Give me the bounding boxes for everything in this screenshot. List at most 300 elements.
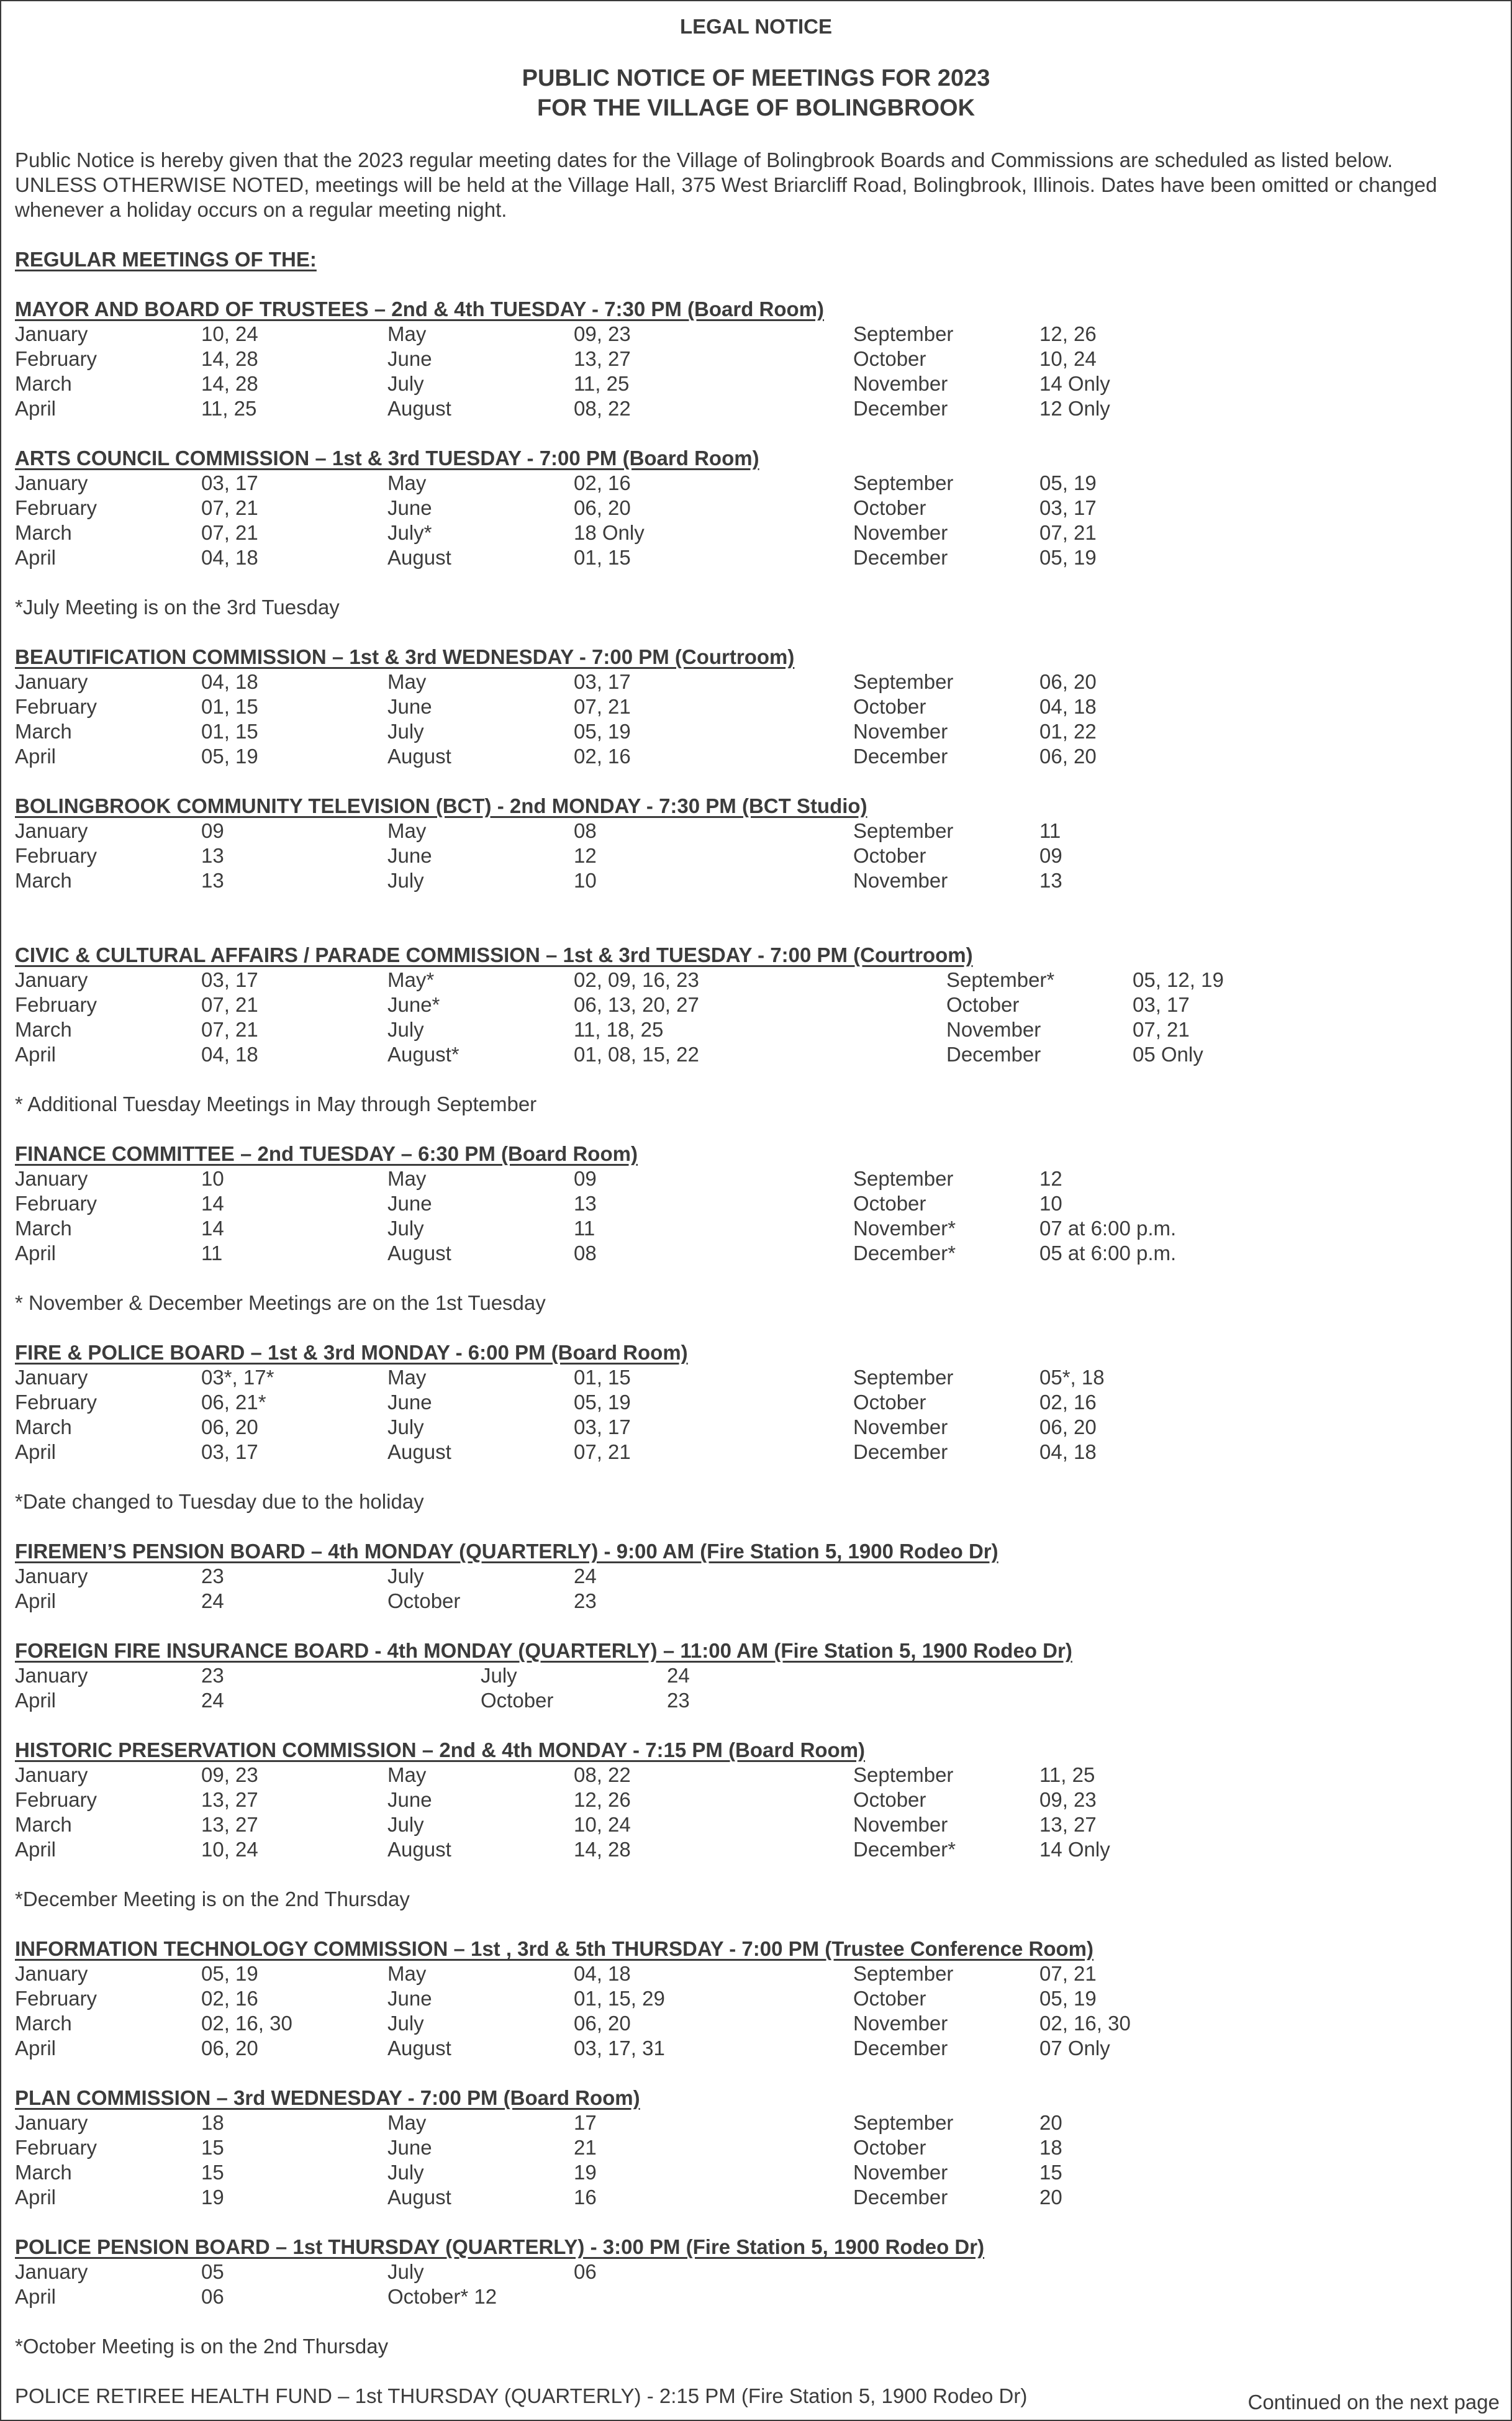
meeting-dates: 05, 19: [201, 745, 258, 768]
meeting-dates: 01, 15: [574, 1366, 631, 1389]
meeting-dates: 18: [1039, 2136, 1062, 2159]
month-label: February: [15, 1987, 97, 2010]
month-label: August*: [387, 1043, 459, 1066]
month-label: August: [387, 1242, 451, 1265]
meeting-dates: 02, 16: [574, 471, 631, 494]
meeting-dates: 13: [201, 869, 224, 892]
month-label: June*: [387, 993, 440, 1016]
meeting-dates: 13, 27: [1039, 1813, 1097, 1836]
schedule-row: [15, 1365, 1493, 1390]
meeting-dates: 07, 21: [1133, 1018, 1190, 1041]
month-label: November: [853, 2161, 948, 2184]
month-label: August: [387, 2186, 451, 2209]
month-label: November: [853, 1415, 948, 1438]
meeting-dates: 06, 20: [201, 1415, 258, 1438]
month-label: June: [387, 844, 432, 867]
month-label: October: [853, 496, 926, 519]
schedule-row: [15, 1961, 1493, 1986]
section-heading: FOREIGN FIRE INSURANCE BOARD - 4th MONDAY (QUARTERLY) – 11:00 AM (Fire Station 5, 1900 Rodeo Dr): [15, 1639, 1072, 1662]
meeting-dates: 01, 22: [1039, 720, 1097, 743]
month-label: March: [15, 1018, 72, 1041]
meeting-dates: 03, 17: [1039, 496, 1097, 519]
meeting-dates: 10: [574, 869, 597, 892]
month-label: February: [15, 1391, 97, 1414]
month-label: November: [853, 869, 948, 892]
meeting-dates: 13: [1039, 869, 1062, 892]
schedule-row: [15, 1166, 1493, 1191]
month-label: June: [387, 1192, 432, 1215]
meeting-dates: 23: [201, 1664, 224, 1687]
meeting-dates: 05, 19: [574, 720, 631, 743]
meeting-dates: 12: [574, 844, 597, 867]
meeting-dates: 03, 17: [201, 471, 258, 494]
month-label: May: [387, 1962, 427, 1985]
schedule-row: [15, 819, 1493, 843]
section-heading: FIREMEN’S PENSION BOARD – 4th MONDAY (QUARTERLY) - 9:00 AM (Fire Station 5, 1900 Rodeo Dr): [15, 1540, 998, 1563]
month-label: March: [15, 1415, 72, 1438]
month-label: October: [387, 1589, 461, 1612]
month-label: January: [15, 322, 88, 345]
section-note: *December Meeting is on the 2nd Thursday: [15, 1887, 410, 1910]
meeting-dates: 10: [201, 1167, 224, 1190]
month-label: April: [15, 1589, 57, 1612]
month-label: October: [853, 1391, 926, 1414]
month-label: May: [387, 2111, 427, 2134]
footer-line: POLICE RETIREE HEALTH FUND – 1st THURSDAY (QUARTERLY) - 2:15 PM (Fire Station 5, 1900 Rodeo Dr): [15, 2384, 1028, 2407]
month-label: April: [15, 2186, 57, 2209]
notice-label: LEGAL NOTICE: [679, 15, 833, 38]
month-label: November: [853, 720, 948, 743]
meeting-dates: 02, 16: [201, 1987, 258, 2010]
month-label: October* 12: [387, 2285, 497, 2308]
schedule-row: [15, 1241, 1493, 1266]
notice-title-line-1: PUBLIC NOTICE OF MEETINGS FOR 2023: [522, 65, 990, 91]
meeting-dates: 15: [201, 2136, 224, 2159]
section-heading: BOLINGBROOK COMMUNITY TELEVISION (BCT) - 2nd MONDAY - 7:30 PM (BCT Studio): [15, 794, 867, 817]
schedule-row: [15, 2284, 1493, 2309]
month-label: March: [15, 2161, 72, 2184]
meeting-dates: 01, 15, 29: [574, 1987, 665, 2010]
meeting-dates: 05: [201, 2260, 224, 2283]
regular-meetings-heading: REGULAR MEETINGS OF THE:: [15, 248, 317, 271]
month-label: August: [387, 2037, 451, 2060]
meeting-dates: 05 at 6:00 p.m.: [1039, 1242, 1177, 1265]
month-label: September: [853, 1962, 954, 1985]
schedule-row: [15, 719, 1493, 744]
month-label: April: [15, 1043, 57, 1066]
meeting-dates: 18: [201, 2111, 224, 2134]
schedule-row: [15, 2036, 1493, 2061]
meeting-dates: 02, 16: [574, 745, 631, 768]
meeting-dates: 10, 24: [201, 322, 258, 345]
meeting-dates: 14: [201, 1192, 224, 1215]
month-label: June: [387, 347, 432, 370]
month-label: August: [387, 745, 451, 768]
schedule-row: [15, 2260, 1493, 2284]
month-label: December: [853, 1440, 948, 1463]
schedule-row: [15, 347, 1493, 371]
month-label: February: [15, 993, 97, 1016]
month-label: October: [853, 1987, 926, 2010]
month-label: October: [853, 695, 926, 718]
month-label: March: [15, 2012, 72, 2035]
schedule-row: [15, 396, 1493, 421]
month-label: September: [853, 819, 954, 842]
meeting-dates: 03, 17: [574, 1415, 631, 1438]
meeting-dates: 13, 27: [201, 1813, 258, 1836]
month-label: December*: [853, 1242, 956, 1265]
meeting-dates: 07, 21: [1039, 521, 1097, 544]
meeting-dates: 11: [574, 1217, 595, 1240]
month-label: July: [387, 372, 424, 395]
meeting-dates: 02, 16: [1039, 1391, 1097, 1414]
schedule-row: [15, 1017, 1493, 1042]
schedule-row: [15, 1812, 1493, 1837]
meeting-dates: 09, 23: [201, 1763, 258, 1786]
section-note: * November & December Meetings are on the 1st Tuesday: [15, 1291, 546, 1314]
meeting-dates: 11, 25: [201, 397, 257, 420]
month-label: October: [853, 2136, 926, 2159]
schedule-row: [15, 2185, 1493, 2210]
schedule-row: [15, 496, 1493, 520]
schedule-row: [15, 1390, 1493, 1415]
month-label: March: [15, 521, 72, 544]
month-label: June: [387, 1987, 432, 2010]
month-label: January: [15, 2260, 88, 2283]
intro-line: Public Notice is hereby given that the 2023 regular meeting dates for the Village of Bolingbrook Boards and Commissions are scheduled as listed below.: [15, 148, 1393, 171]
month-label: April: [15, 1689, 57, 1712]
meeting-dates: 07 Only: [1039, 2037, 1110, 2060]
month-label: November: [853, 2012, 948, 2035]
meeting-dates: 14, 28: [201, 372, 258, 395]
meeting-dates: 07, 21: [201, 496, 258, 519]
month-label: October: [853, 1192, 926, 1215]
schedule-row: [15, 1837, 1493, 1862]
month-label: August: [387, 1440, 451, 1463]
meeting-dates: 10, 24: [1039, 347, 1097, 370]
meeting-dates: 13: [574, 1192, 597, 1215]
month-label: July: [387, 869, 424, 892]
schedule-row: [15, 670, 1493, 694]
month-label: May: [387, 1167, 427, 1190]
meeting-dates: 11, 25: [574, 372, 630, 395]
meeting-dates: 12, 26: [574, 1788, 631, 1811]
meeting-dates: 06: [201, 2285, 224, 2308]
meeting-dates: 05, 12, 19: [1133, 968, 1224, 991]
month-label: August: [387, 397, 451, 420]
meeting-dates: 05, 19: [574, 1391, 631, 1414]
month-label: September: [853, 471, 954, 494]
meeting-dates: 06, 20: [574, 2012, 631, 2035]
meeting-dates: 08: [574, 819, 597, 842]
month-label: January: [15, 471, 88, 494]
meeting-dates: 12, 26: [1039, 322, 1097, 345]
meeting-dates: 05, 19: [1039, 471, 1097, 494]
schedule-row: [15, 1688, 1493, 1713]
meeting-dates: 03, 17: [201, 968, 258, 991]
month-label: February: [15, 347, 97, 370]
month-label: December*: [853, 1838, 956, 1861]
meeting-dates: 03, 17, 31: [574, 2037, 665, 2060]
section-note: *Date changed to Tuesday due to the holiday: [15, 1490, 424, 1513]
meeting-dates: 24: [201, 1689, 224, 1712]
meeting-dates: 06, 20: [1039, 745, 1097, 768]
meeting-dates: 11: [1039, 819, 1061, 842]
month-label: December: [853, 2186, 948, 2209]
month-label: June: [387, 1391, 432, 1414]
month-label: November*: [853, 1217, 956, 1240]
month-label: July: [387, 1217, 424, 1240]
month-label: December: [853, 2037, 948, 2060]
section-heading: FIRE & POLICE BOARD – 1st & 3rd MONDAY - 6:00 PM (Board Room): [15, 1341, 688, 1364]
schedule-row: [15, 1042, 1493, 1067]
meeting-dates: 06, 20: [574, 496, 631, 519]
month-label: March: [15, 1813, 72, 1836]
month-label: July: [481, 1664, 517, 1687]
meeting-dates: 01, 15: [201, 695, 258, 718]
meeting-dates: 05, 19: [1039, 1987, 1097, 2010]
meeting-dates: 03, 17: [574, 670, 631, 693]
section-heading: MAYOR AND BOARD OF TRUSTEES – 2nd & 4th TUESDAY - 7:30 PM (Board Room): [15, 298, 825, 320]
meeting-dates: 15: [1039, 2161, 1062, 2184]
month-label: July: [387, 2260, 424, 2283]
schedule-row: [15, 1216, 1493, 1241]
meeting-dates: 04, 18: [1039, 695, 1097, 718]
meeting-dates: 05, 19: [1039, 546, 1097, 569]
month-label: March: [15, 869, 72, 892]
schedule-row: [15, 1415, 1493, 1440]
month-label: April: [15, 2037, 57, 2060]
section-heading: BEAUTIFICATION COMMISSION – 1st & 3rd WEDNESDAY - 7:00 PM (Courtroom): [15, 645, 795, 668]
section-heading: ARTS COUNCIL COMMISSION – 1st & 3rd TUESDAY - 7:00 PM (Board Room): [15, 447, 759, 470]
meeting-dates: 15: [201, 2161, 224, 2184]
meeting-dates: 07, 21: [201, 993, 258, 1016]
meeting-dates: 06, 21*: [201, 1391, 266, 1414]
section-heading: FINANCE COMMITTEE – 2nd TUESDAY – 6:30 PM (Board Room): [15, 1142, 638, 1165]
meeting-dates: 24: [667, 1664, 690, 1687]
meeting-dates: 11, 25: [1039, 1763, 1095, 1786]
meeting-dates: 06, 20: [1039, 670, 1097, 693]
month-label: April: [15, 745, 57, 768]
month-label: December: [853, 397, 948, 420]
meeting-dates: 09, 23: [574, 322, 631, 345]
month-label: September: [853, 1763, 954, 1786]
schedule-row: [15, 322, 1493, 347]
month-label: February: [15, 695, 97, 718]
meeting-dates: 07, 21: [201, 1018, 258, 1041]
month-label: February: [15, 496, 97, 519]
month-label: May*: [387, 968, 435, 991]
meeting-dates: 20: [1039, 2111, 1062, 2134]
schedule-row: [15, 1763, 1493, 1787]
month-label: January: [15, 1962, 88, 1985]
month-label: January: [15, 968, 88, 991]
meeting-dates: 14, 28: [201, 347, 258, 370]
month-label: October: [481, 1689, 554, 1712]
month-label: July: [387, 1813, 424, 1836]
meeting-dates: 09: [201, 819, 224, 842]
month-label: June: [387, 695, 432, 718]
month-label: June: [387, 496, 432, 519]
month-label: October: [853, 1788, 926, 1811]
month-label: March: [15, 372, 72, 395]
meeting-dates: 04, 18: [201, 670, 258, 693]
schedule-row: [15, 744, 1493, 769]
schedule-row: [15, 545, 1493, 570]
schedule-row: [15, 1564, 1493, 1589]
section-note: * Additional Tuesday Meetings in May through September: [15, 1092, 537, 1115]
intro-line: whenever a holiday occurs on a regular meeting night.: [15, 198, 507, 221]
month-label: April: [15, 1838, 57, 1861]
meeting-dates: 11: [201, 1242, 223, 1265]
schedule-row: [15, 968, 1493, 992]
continued-note: Continued on the next page: [1247, 2391, 1500, 2414]
meeting-dates: 14 Only: [1039, 372, 1110, 395]
month-label: November: [853, 521, 948, 544]
month-label: January: [15, 2111, 88, 2134]
meeting-dates: 02, 16, 30: [201, 2012, 292, 2035]
meeting-dates: 07, 21: [201, 521, 258, 544]
meeting-dates: 03*, 17*: [201, 1366, 274, 1389]
month-label: April: [15, 2285, 57, 2308]
schedule-row: [15, 2135, 1493, 2160]
meeting-dates: 02, 16, 30: [1039, 2012, 1131, 2035]
section-heading: INFORMATION TECHNOLOGY COMMISSION – 1st , 3rd & 5th THURSDAY - 7:00 PM (Trustee Conference Room): [15, 1937, 1094, 1960]
meeting-dates: 16: [574, 2186, 597, 2209]
meeting-dates: 07, 21: [574, 695, 631, 718]
month-label: September*: [946, 968, 1055, 991]
month-label: April: [15, 546, 57, 569]
meeting-dates: 11, 18, 25: [574, 1018, 664, 1041]
month-label: January: [15, 819, 88, 842]
meeting-dates: 01, 08, 15, 22: [574, 1043, 699, 1066]
schedule-row: [15, 1663, 1493, 1688]
month-label: April: [15, 397, 57, 420]
notice-title-line-2: FOR THE VILLAGE OF BOLINGBROOK: [536, 95, 976, 121]
meeting-dates: 01, 15: [201, 720, 258, 743]
meeting-dates: 05, 19: [201, 1962, 258, 1985]
month-label: May: [387, 670, 427, 693]
month-label: May: [387, 1763, 427, 1786]
meeting-dates: 08, 22: [574, 1763, 631, 1786]
month-label: July: [387, 2012, 424, 2035]
month-label: July: [387, 1415, 424, 1438]
schedule-row: [15, 520, 1493, 545]
meeting-dates: 05*, 18: [1039, 1366, 1105, 1389]
schedule-row: [15, 371, 1493, 396]
meeting-dates: 19: [574, 2161, 597, 2184]
month-label: February: [15, 2136, 97, 2159]
schedule-row: [15, 1191, 1493, 1216]
meeting-dates: 23: [201, 1565, 224, 1588]
month-label: April: [15, 1440, 57, 1463]
meeting-dates: 10, 24: [574, 1813, 631, 1836]
schedule-row: [15, 1440, 1493, 1465]
meeting-dates: 23: [667, 1689, 690, 1712]
month-label: January: [15, 1664, 88, 1687]
meeting-dates: 06, 13, 20, 27: [574, 993, 699, 1016]
schedule-row: [15, 2011, 1493, 2036]
month-label: January: [15, 1763, 88, 1786]
meeting-dates: 03, 17: [201, 1440, 258, 1463]
meeting-dates: 10, 24: [201, 1838, 258, 1861]
month-label: August: [387, 546, 451, 569]
meeting-dates: 07 at 6:00 p.m.: [1039, 1217, 1177, 1240]
section-note: *July Meeting is on the 3rd Tuesday: [15, 596, 340, 619]
schedule-row: [15, 992, 1493, 1017]
meeting-dates: 17: [574, 2111, 597, 2134]
section-heading: CIVIC & CULTURAL AFFAIRS / PARADE COMMISSION – 1st & 3rd TUESDAY - 7:00 PM (Courtroom): [15, 943, 973, 966]
month-label: June: [387, 2136, 432, 2159]
schedule-row: [15, 1787, 1493, 1812]
section-heading: HISTORIC PRESERVATION COMMISSION – 2nd & 4th MONDAY - 7:15 PM (Board Room): [15, 1738, 866, 1761]
section-heading: POLICE PENSION BOARD – 1st THURSDAY (QUARTERLY) - 3:00 PM (Fire Station 5, 1900 Rodeo Dr): [15, 2235, 985, 2258]
month-label: November: [853, 1813, 948, 1836]
meeting-dates: 04, 18: [201, 546, 258, 569]
meeting-dates: 03, 17: [1133, 993, 1190, 1016]
month-label: October: [946, 993, 1020, 1016]
meeting-dates: 06, 20: [201, 2037, 258, 2060]
meeting-dates: 19: [201, 2186, 224, 2209]
month-label: July: [387, 2161, 424, 2184]
month-label: December: [946, 1043, 1041, 1066]
schedule-row: [15, 2110, 1493, 2135]
month-label: January: [15, 1565, 88, 1588]
meeting-dates: 04, 18: [574, 1962, 631, 1985]
month-label: May: [387, 471, 427, 494]
month-label: September: [853, 322, 954, 345]
month-label: January: [15, 670, 88, 693]
meeting-dates: 05 Only: [1133, 1043, 1203, 1066]
meeting-dates: 10: [1039, 1192, 1062, 1215]
month-label: December: [853, 546, 948, 569]
month-label: July: [387, 1018, 424, 1041]
month-label: June: [387, 1788, 432, 1811]
meeting-dates: 06, 20: [1039, 1415, 1097, 1438]
meeting-dates: 12 Only: [1039, 397, 1110, 420]
month-label: September: [853, 2111, 954, 2134]
month-label: October: [853, 844, 926, 867]
meeting-dates: 14: [201, 1217, 224, 1240]
meeting-dates: 14, 28: [574, 1838, 631, 1861]
meeting-dates: 02, 09, 16, 23: [574, 968, 699, 991]
schedule-row: [15, 471, 1493, 496]
schedule-row: [15, 694, 1493, 719]
month-label: December: [853, 745, 948, 768]
meeting-dates: 23: [574, 1589, 597, 1612]
month-label: August: [387, 1838, 451, 1861]
intro-line: UNLESS OTHERWISE NOTED, meetings will be held at the Village Hall, 375 West Briarcliff Road, Bolingbrook, Illinois. Dates have been omitted or changed: [15, 173, 1437, 196]
meeting-dates: 09: [574, 1167, 597, 1190]
month-label: July: [387, 720, 424, 743]
meeting-dates: 06: [574, 2260, 597, 2283]
meeting-dates: 24: [201, 1589, 224, 1612]
meeting-dates: 14 Only: [1039, 1838, 1110, 1861]
month-label: July*: [387, 521, 432, 544]
meeting-dates: 08, 22: [574, 397, 631, 420]
meeting-dates: 13, 27: [201, 1788, 258, 1811]
meeting-dates: 12: [1039, 1167, 1062, 1190]
schedule-row: [15, 843, 1493, 868]
section-note: *October Meeting is on the 2nd Thursday: [15, 2335, 389, 2358]
month-label: January: [15, 1366, 88, 1389]
month-label: November: [853, 372, 948, 395]
month-label: April: [15, 1242, 57, 1265]
meeting-dates: 04, 18: [1039, 1440, 1097, 1463]
section-heading: PLAN COMMISSION – 3rd WEDNESDAY - 7:00 PM (Board Room): [15, 2086, 640, 2109]
meeting-dates: 08: [574, 1242, 597, 1265]
meeting-dates: 09, 23: [1039, 1788, 1097, 1811]
